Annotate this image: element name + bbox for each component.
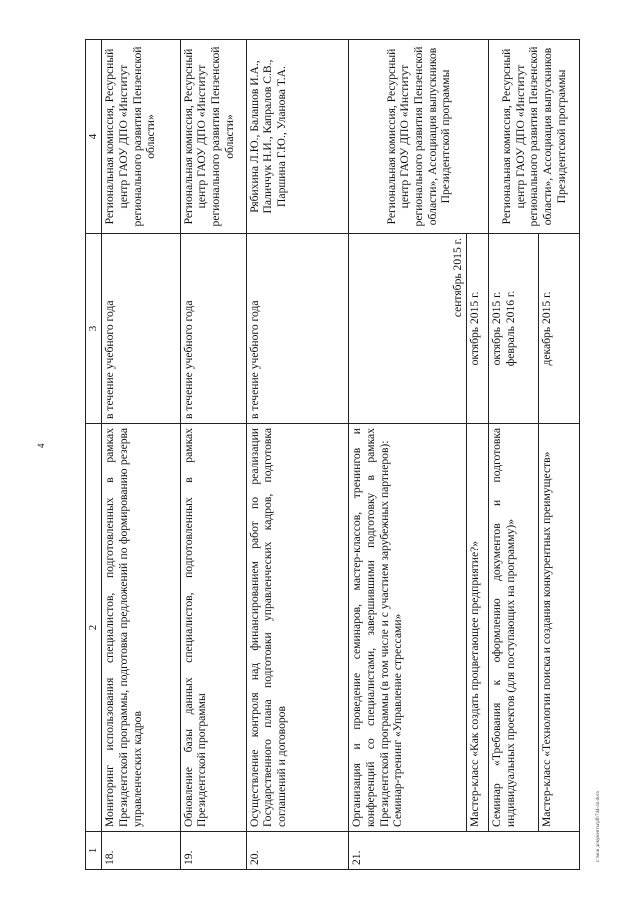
table-row <box>102 40 180 870</box>
table-row <box>349 40 466 870</box>
term-cell: в течение учебного года <box>180 234 246 424</box>
header-col-1: 1 <box>86 832 102 870</box>
header-col-3: 3 <box>86 234 102 424</box>
table-row <box>489 40 538 870</box>
file-path-footer: c:\мои документы\рй\744-лп.docx <box>596 790 601 862</box>
header-row <box>86 40 102 870</box>
term-cell: в течение учебного года <box>246 234 349 424</box>
row-number: 18. <box>102 832 180 870</box>
table-row <box>246 40 349 870</box>
term-cell: сентябрь 2015 г. <box>349 234 466 424</box>
event-name: Семинар «Требования к оформлению документов и подготовка индивидуальных проектов (для поступающих на программу)» <box>489 424 538 832</box>
event-name: Семинар-тренинг «Управление стрессами» <box>391 613 405 827</box>
event-name: Мастер-класс «Как создать процветающее предприятие?» <box>466 424 489 832</box>
header-col-4: 4 <box>86 40 102 234</box>
row-number: 20. <box>246 832 349 870</box>
event-name: Мастер-класс «Технологии поиска и создания конкурентных преимуществ» <box>538 424 579 832</box>
activity-cell: Мониторинг использования специалистов, подготовленных в рамках Президентской программы, подготовка предложений по формированию резерва управленческих кадров <box>102 424 180 832</box>
responsible-cell: Рябихина Л.Ю., Балашов И.А., Паличчук Н.И., Капралов С.В., Паршина Г.Ю., Уланова Т.А. <box>246 40 349 234</box>
term-cell: декабрь 2015 г. <box>538 234 579 424</box>
row-number: 21. <box>349 832 580 870</box>
term-cell: в течение учебного года <box>102 234 180 424</box>
activity-cell: Обновление базы данных специалистов, подготовленных в рамках Президентской программы <box>180 424 246 832</box>
term-value: февраль 2016 г. <box>504 290 518 367</box>
responsible-cell: Региональная комиссия, Ресурсный центр ГАОУ ДПО «Институт регионального развития Пензенской области» <box>102 40 180 234</box>
term-cell: октябрь 2015 г. <box>466 234 489 424</box>
page-number: 4 <box>36 443 46 448</box>
activity-cell <box>349 424 466 832</box>
responsible-cell: Региональная комиссия, Ресурсный центр ГАОУ ДПО «Институт регионального развития Пензенской области», Ассоциация выпускников Президентской программы <box>489 40 580 234</box>
plan-table <box>85 39 580 870</box>
activity-cell: Осуществление контроля над финансированием работ по реализации Государственного плана подготовки управленческих кадров, подготовка соглашений и договоров <box>246 424 349 832</box>
table-row <box>180 40 246 870</box>
header-col-2: 2 <box>86 424 102 832</box>
rotated-table-container <box>85 40 580 870</box>
event-intro: Организация и проведение семинаров, мастер-классов, тренингов и конференций со специалистами, завершившими подготовку в рамках Президентской программы (в том числе и с участием зарубежных партнеров): <box>350 428 391 827</box>
term-value: октябрь 2015 г. <box>490 291 504 366</box>
responsible-cell: Региональная комиссия, Ресурсный центр ГАОУ ДПО «Институт регионального развития Пензенской области», Ассоциация выпускников Президентской программы <box>349 40 489 234</box>
term-cell <box>489 234 538 424</box>
responsible-cell: Региональная комиссия, Ресурсный центр ГАОУ ДПО «Институт регионального развития Пензенской области» <box>180 40 246 234</box>
row-number: 19. <box>180 832 246 870</box>
